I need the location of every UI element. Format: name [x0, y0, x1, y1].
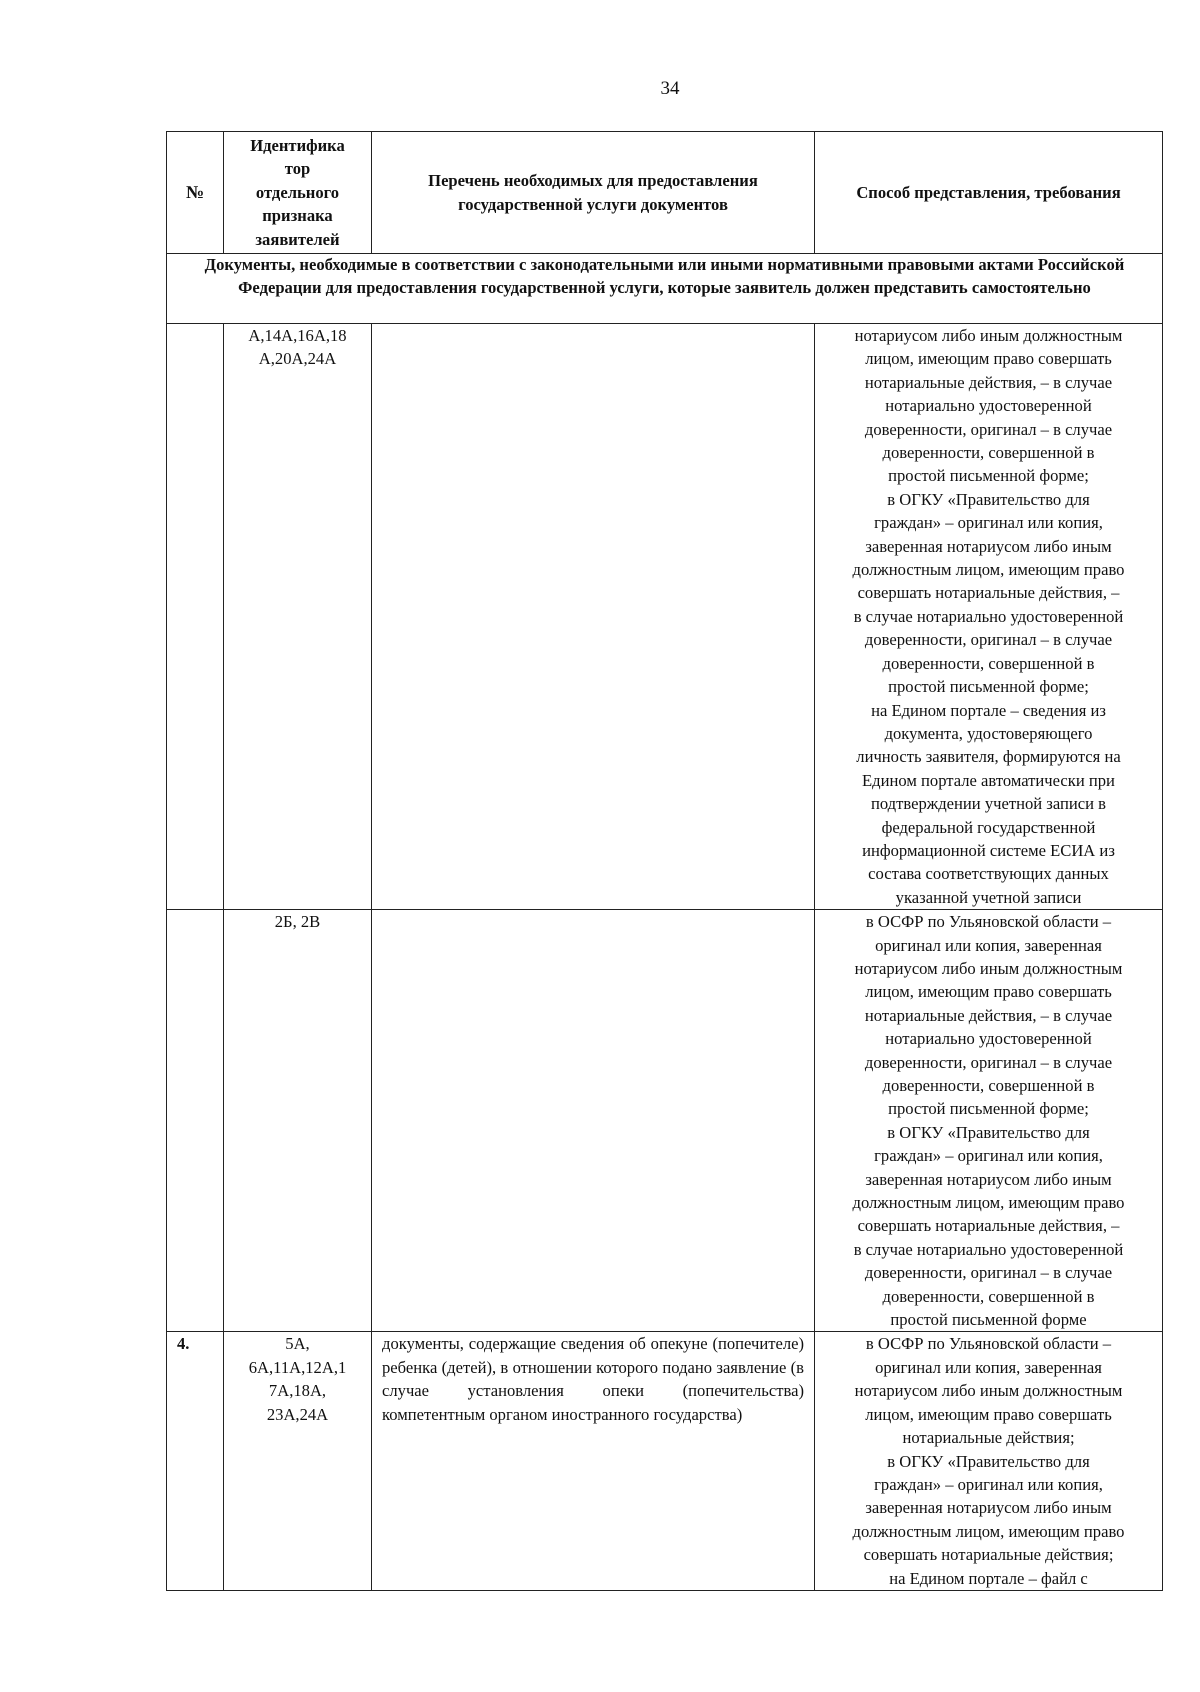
row-documents	[372, 910, 815, 1332]
header-number: №	[167, 132, 224, 254]
section-title: Документы, необходимые в соответствии с законодательными или иными нормативными правовыми актами Российской Федерации для предоставления государственной услуги, которые заявитель должен представить самостоятельно	[167, 254, 1163, 324]
header-documents: Перечень необходимых для предоставления государственной услуги документов	[372, 132, 815, 254]
table-row	[167, 324, 1163, 910]
row-identifier: А,14А,16А,18 А,20А,24А	[224, 324, 372, 910]
section-row	[167, 254, 1163, 324]
row-identifier: 2Б, 2В	[224, 910, 372, 1332]
row-method: в ОСФР по Ульяновской области – оригинал или копия, заверенная нотариусом либо иным должностным лицом, имеющим право совершать нотариальные действия, – в случае нотариально удостоверенной доверенности, оригинал – в случае доверенности, совершенной в простой письменной форме; в ОГКУ «Правительство для граждан» – оригинал или копия, заверенная нотариусом либо иным должностным лицом, имеющим право совершать нотариальные действия, – в случае нотариально удостоверенной доверенности, оригинал – в случае доверенности, совершенной в простой письменной форме	[815, 910, 1163, 1332]
row-number	[167, 324, 224, 910]
row-documents: документы, содержащие сведения об опекуне (попечителе) ребенка (детей), в отношении которого подано заявление (в случае установления опеки (попечительства) компетентным органом иностранного государства)	[372, 1332, 815, 1590]
table-row	[167, 1332, 1163, 1590]
row-documents	[372, 324, 815, 910]
row-number	[167, 910, 224, 1332]
documents-table	[166, 131, 1163, 1591]
header-method: Способ представления, требования	[815, 132, 1163, 254]
row-identifier: 5А, 6А,11А,12А,1 7А,18А, 23А,24А	[224, 1332, 372, 1590]
header-identifier: Идентифика тор отдельного признака заявителей	[224, 132, 372, 254]
table-row	[167, 910, 1163, 1332]
row-method: нотариусом либо иным должностным лицом, имеющим право совершать нотариальные действия, – в случае нотариально удостоверенной доверенности, оригинал – в случае доверенности, совершенной в простой письменной форме; в ОГКУ «Правительство для граждан» – оригинал или копия, заверенная нотариусом либо иным должностным лицом, имеющим право совершать нотариальные действия, – в случае нотариально удостоверенной доверенности, оригинал – в случае доверенности, совершенной в простой письменной форме; на Едином портале – сведения из документа, удостоверяющего личность заявителя, формируются на Едином портале автоматически при подтверждении учетной записи в федеральной государственной информационной системе ЕСИА из состава соответствующих данных указанной учетной записи	[815, 324, 1163, 910]
page-number: 34	[660, 78, 680, 99]
row-method: в ОСФР по Ульяновской области – оригинал или копия, заверенная нотариусом либо иным должностным лицом, имеющим право совершать нотариальные действия; в ОГКУ «Правительство для граждан» – оригинал или копия, заверенная нотариусом либо иным должностным лицом, имеющим право совершать нотариальные действия; на Едином портале – файл с	[815, 1332, 1163, 1590]
table-header-row	[167, 132, 1163, 254]
row-number: 4.	[167, 1332, 224, 1590]
